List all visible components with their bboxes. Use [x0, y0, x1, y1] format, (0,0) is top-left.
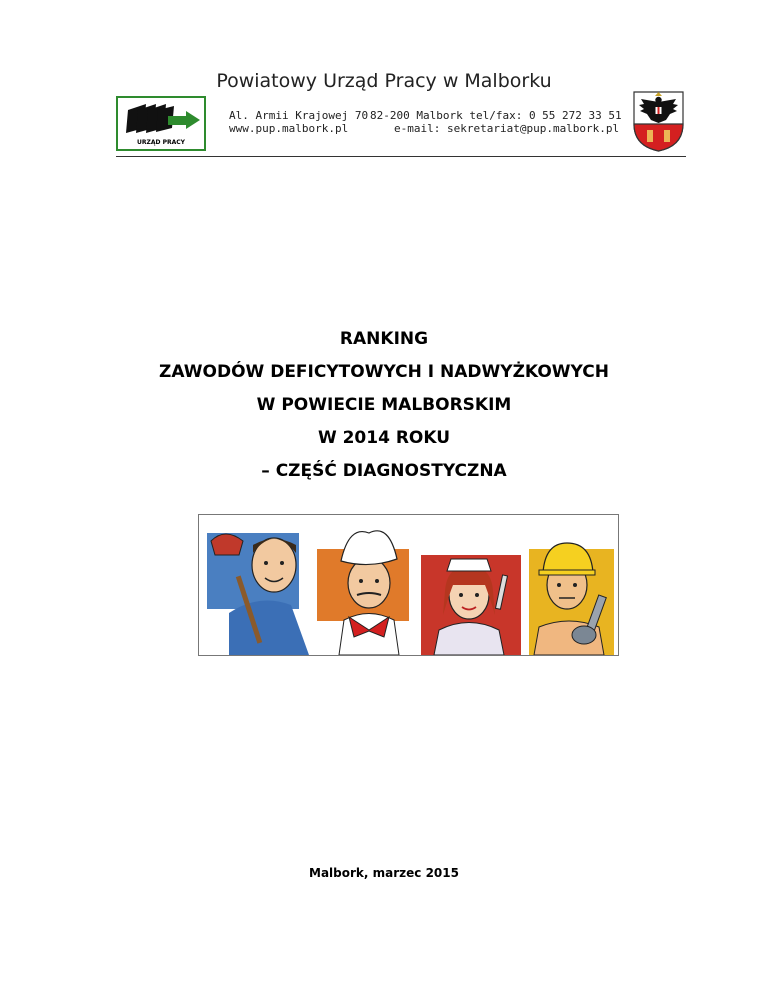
street-address: Al. Armii Krajowej 70: [229, 109, 369, 122]
title-line-5: – CZĘŚĆ DIAGNOSTYCZNA: [261, 461, 507, 481]
website-link[interactable]: www.pup.malbork.pl: [229, 122, 349, 135]
title-line-4: W 2014 ROKU: [317, 428, 451, 448]
urzad-pracy-logo: [116, 96, 206, 151]
malbork-coat-of-arms: [631, 90, 686, 152]
plumber-figure: [207, 533, 309, 655]
title-line-2: ZAWODÓW DEFICYTOWYCH I NADWYŻKOWYCH: [159, 362, 609, 382]
address-block-left: [229, 109, 368, 135]
construction-worker-figure: [529, 543, 614, 655]
nurse-figure: [421, 555, 521, 655]
office-name: Powiatowy Urząd Pracy w Malborku: [216, 70, 552, 92]
title-line-1: RANKING: [339, 329, 429, 349]
occupations-illustration: [198, 514, 619, 656]
place-and-date: Malbork, marzec 2015: [309, 866, 459, 880]
logo-text: URZĄD PRACY: [137, 139, 185, 146]
chef-figure: [317, 531, 409, 655]
email-link[interactable]: e-mail: sekretariat@pup.malbork.pl: [394, 122, 620, 135]
address-block-right: [370, 109, 622, 135]
postal-phone: 82-200 Malbork tel/fax: 0 55 272 33 51: [370, 109, 622, 122]
header-divider: [116, 156, 686, 157]
title-line-3: W POWIECIE MALBORSKIM: [256, 395, 512, 415]
